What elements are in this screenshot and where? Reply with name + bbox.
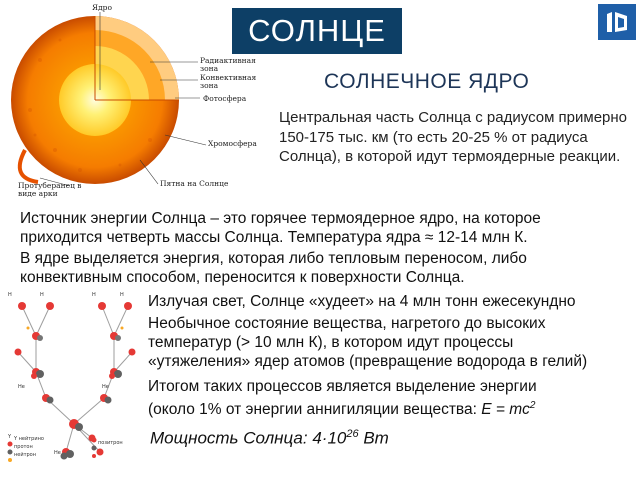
paragraph-energy-transfer: В ядре выделяется энергия, которая либо тепловым переносом, либо конвективным способом, переносится к поверхности Солнца. xyxy=(20,250,527,286)
sun-power: Мощность Солнца: $4\cdot 10^{26}$ Вт xyxy=(150,428,389,448)
label-h-4: H xyxy=(120,292,124,298)
text-mass-loss: Излучая свет, Солнце «худеет» на 4 млн тонн ежесекундно xyxy=(148,293,576,310)
legend-neutron: нейтрон xyxy=(14,452,37,458)
label-photosphere: Фотосфера xyxy=(203,94,247,103)
core-description: Центральная часть Солнца с радиусом примерно 150-175 тыс. км (то есть 20-25 % от радиуса Солнца), в которой идут термоядерные реакции. xyxy=(279,109,628,165)
logo-icon xyxy=(598,4,636,40)
section-subtitle: СОЛНЕЧНОЕ ЯДРО xyxy=(324,70,530,93)
publisher-logo xyxy=(598,4,636,40)
slide-title: СОЛНЦЕ xyxy=(232,8,402,54)
label-chromosphere: Хромосфера xyxy=(208,139,257,148)
svg-text:Y: Y xyxy=(8,434,12,440)
paragraph-energy-source: Источник энергии Солнца – это горячее термоядерное ядро, на которое приходится четверть массы Солнца. Температура ядра ≈ 12-14 млн К. xyxy=(20,210,541,246)
energy-release-text: Итогом таких процессов является выделение энергии (около 1% от энергии аннигиляции вещества: xyxy=(148,378,537,419)
text-plasma-state: Необычное состояние вещества, нагретого до высоких температур (> 10 млн К), в котором идут процессы «утяжеления» ядер атомов (превращение водорода в гелий) xyxy=(148,315,588,370)
legend-proton: протон xyxy=(14,444,33,450)
label-h-3: H xyxy=(92,292,96,298)
legend-neutrino: Y нейтрино xyxy=(14,436,44,442)
label-sunspots: Пятна на Солнце xyxy=(160,179,229,188)
label-radiative: Радиактивная зона xyxy=(200,56,256,73)
formula-emc2: $E = mc^2$ xyxy=(481,400,536,419)
label-h-2: H xyxy=(40,292,44,298)
sun-diagram xyxy=(0,0,280,210)
label-convective: Конвективная зона xyxy=(200,73,257,90)
text-energy-release xyxy=(148,377,568,419)
label-he3-2: He xyxy=(102,384,109,390)
label-he4: He xyxy=(54,450,61,456)
label-core: Ядро xyxy=(92,3,112,12)
label-prominence: Протуберанец в виде арки xyxy=(18,181,82,198)
label-he3-1: He xyxy=(18,384,25,390)
legend-positron: позитрон xyxy=(98,440,123,446)
label-h-1: H xyxy=(8,292,12,298)
